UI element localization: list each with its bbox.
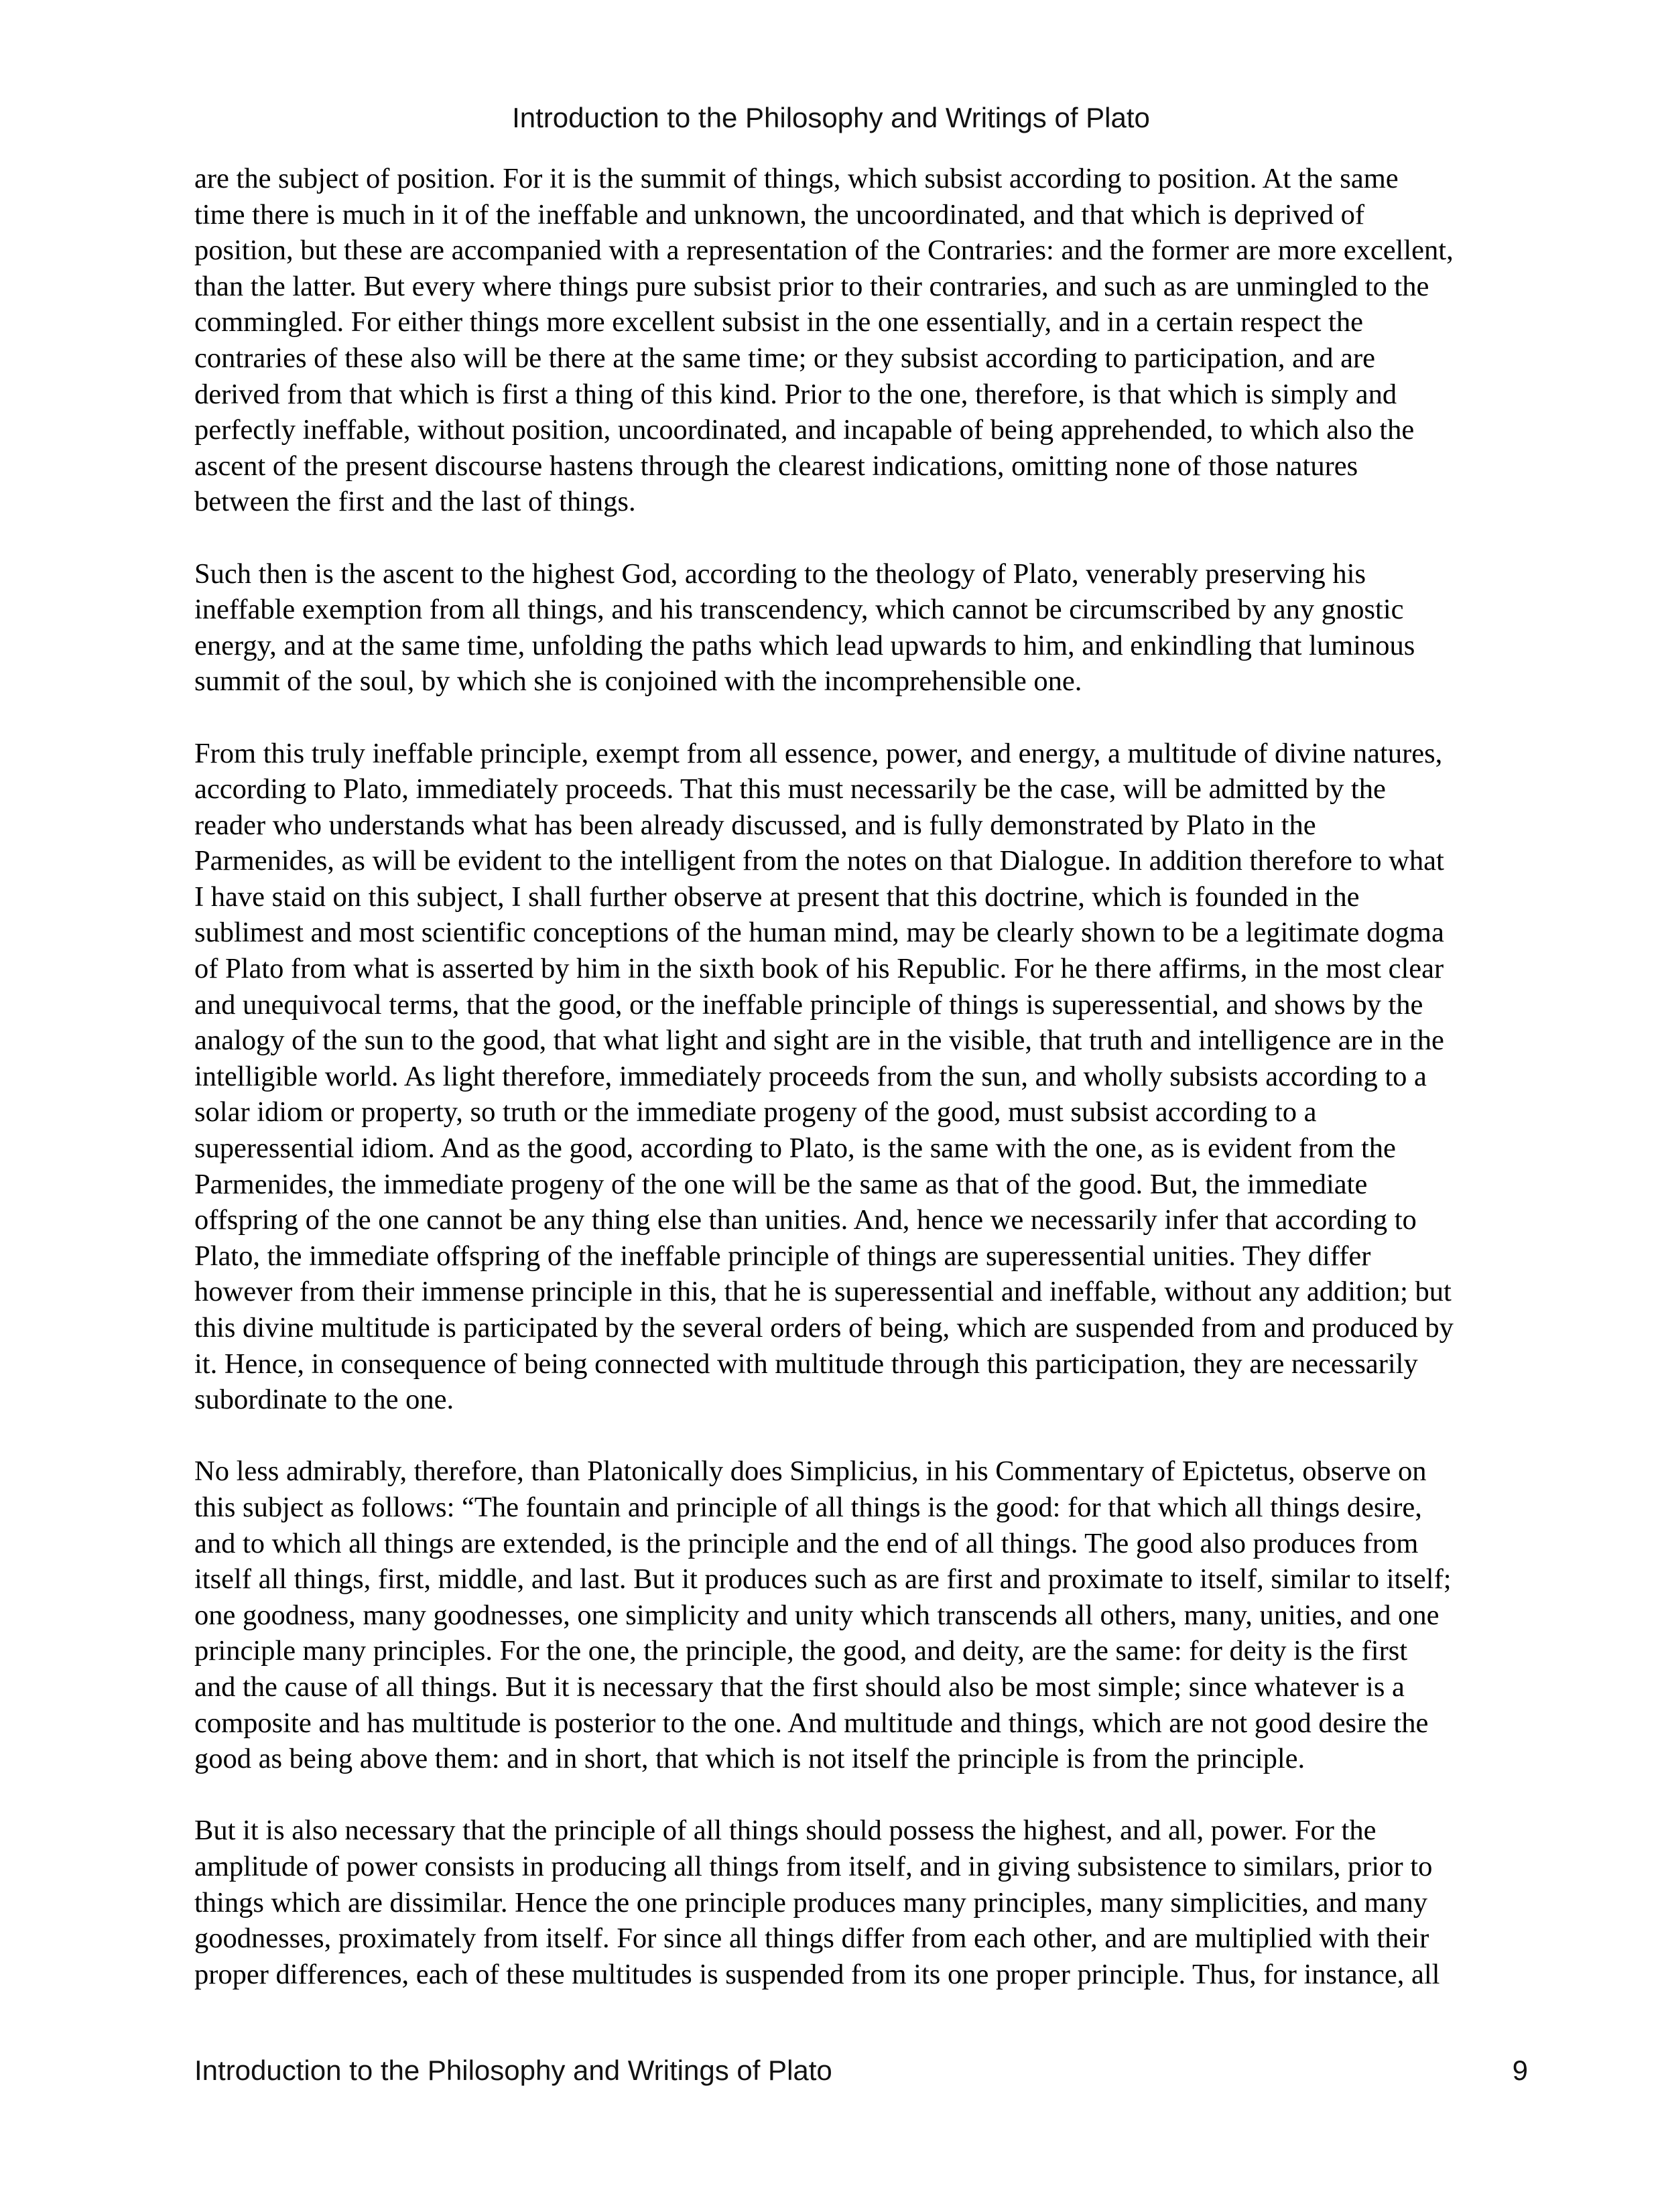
text-line: derived from that which is first a thing of this kind. Prior to the one, therefore, is that which is simply and bbox=[194, 378, 1397, 410]
text-line: summit of the soul, by which she is conjoined with the incomprehensible one. bbox=[194, 665, 1082, 698]
text-line: than the latter. But every where things pure subsist prior to their contraries, and such as are unmingled to the bbox=[194, 270, 1429, 302]
footer-title: Introduction to the Philosophy and Writings of Plato bbox=[194, 2055, 832, 2086]
text-line: energy, and at the same time, unfolding the paths which lead upwards to him, and enkindling that luminous bbox=[194, 629, 1415, 661]
text-line: superessential idiom. And as the good, according to Plato, is the same with the one, as is evident from the bbox=[194, 1132, 1396, 1165]
text-line: and the cause of all things. But it is necessary that the first should also be most simple; since whatever is a bbox=[194, 1671, 1405, 1703]
text-line: solar idiom or property, so truth or the immediate progeny of the good, must subsist according to a bbox=[194, 1096, 1317, 1128]
text-line: Plato, the immediate offspring of the ineffable principle of things are superessential unities. They differ bbox=[194, 1240, 1371, 1272]
text-line: it. Hence, in consequence of being connected with multitude through this participation, they are necessarily bbox=[194, 1348, 1418, 1380]
text-line: this subject as follows: “The fountain and principle of all things is the good: for that which all things desire, bbox=[194, 1491, 1422, 1523]
paragraph-1 bbox=[194, 161, 1528, 520]
paragraph-3 bbox=[194, 736, 1528, 1418]
text-line: analogy of the sun to the good, that what light and sight are in the visible, that truth and intelligence are in the bbox=[194, 1025, 1444, 1057]
text-line: of Plato from what is asserted by him in the sixth book of his Republic. For he there affirms, in the most clear bbox=[194, 953, 1444, 985]
text-line: I have staid on this subject, I shall further observe at present that this doctrine, which is founded in the bbox=[194, 881, 1360, 913]
text-line: however from their immense principle in this, that he is superessential and ineffable, without any addition; but bbox=[194, 1276, 1452, 1308]
page-body bbox=[194, 161, 1528, 2028]
text-line: sublimest and most scientific conceptions of the human mind, may be clearly shown to be a legitimate dogma bbox=[194, 917, 1444, 949]
text-line: perfectly ineffable, without position, uncoordinated, and incapable of being apprehended, to which also the bbox=[194, 414, 1415, 446]
text-line: proper differences, each of these multitudes is suspended from its one proper principle. Thus, for instance, all bbox=[194, 1958, 1440, 1990]
text-line: one goodness, many goodnesses, one simplicity and unity which transcends all others, many, unities, and one bbox=[194, 1599, 1440, 1631]
text-line: and to which all things are extended, is the principle and the end of all things. The good also produces from bbox=[194, 1527, 1419, 1559]
text-line: things which are dissimilar. Hence the one principle produces many principles, many simplicities, and many bbox=[194, 1886, 1428, 1918]
text-line: time there is much in it of the ineffable and unknown, the uncoordinated, and that which is deprived of bbox=[194, 198, 1364, 231]
text-line: commingled. For either things more excellent subsist in the one essentially, and in a certain respect the bbox=[194, 306, 1363, 338]
paragraph-5 bbox=[194, 1813, 1528, 1992]
text-line: reader who understands what has been already discussed, and is fully demonstrated by Plato in the bbox=[194, 809, 1316, 841]
text-line: subordinate to the one. bbox=[194, 1384, 454, 1416]
text-line: this divine multitude is participated by the several orders of being, which are suspended from and produced by bbox=[194, 1312, 1454, 1344]
text-line: good as being above them: and in short, that which is not itself the principle is from the principle. bbox=[194, 1743, 1305, 1775]
text-line: are the subject of position. For it is the summit of things, which subsist according to position. At the same bbox=[194, 163, 1399, 194]
text-line: intelligible world. As light therefore, immediately proceeds from the sun, and wholly subsists according to a bbox=[194, 1060, 1427, 1092]
text-line: and unequivocal terms, that the good, or the ineffable principle of things is superessential, and shows by the bbox=[194, 988, 1423, 1021]
text-line: itself all things, first, middle, and last. But it produces such as are first and proximate to itself, similar to itself; bbox=[194, 1563, 1452, 1596]
paragraph-4 bbox=[194, 1453, 1528, 1776]
text-line: But it is also necessary that the principle of all things should possess the highest, and all, power. For the bbox=[194, 1815, 1377, 1847]
text-line: position, but these are accompanied with a representation of the Contraries: and the former are more excellent, bbox=[194, 235, 1454, 267]
text-line: Such then is the ascent to the highest God, according to the theology of Plato, venerably preserving his bbox=[194, 558, 1366, 590]
text-line: ineffable exemption from all things, and his transcendency, which cannot be circumscribed by any gnostic bbox=[194, 594, 1404, 626]
running-header bbox=[0, 99, 1662, 137]
text-line: according to Plato, immediately proceeds. That this must necessarily be the case, will be admitted by the bbox=[194, 773, 1386, 805]
text-line: goodnesses, proximately from itself. For since all things differ from each other, and are multiplied with their bbox=[194, 1923, 1429, 1955]
text-line: amplitude of power consists in producing all things from itself, and in giving subsistence to similars, prior to bbox=[194, 1850, 1433, 1882]
page-number: 9 bbox=[1512, 2055, 1528, 2086]
text-line: composite and has multitude is posterior to the one. And multitude and things, which are not good desire the bbox=[194, 1707, 1429, 1739]
text-line: principle many principles. For the one, the principle, the good, and deity, are the same: for deity is the first bbox=[194, 1635, 1408, 1667]
text-line: contraries of these also will be there at the same time; or they subsist according to participation, and are bbox=[194, 342, 1375, 374]
paragraph-2 bbox=[194, 556, 1528, 700]
text-line: between the first and the last of things. bbox=[194, 486, 636, 518]
text-line: From this truly ineffable principle, exempt from all essence, power, and energy, a multitude of divine natures, bbox=[194, 737, 1443, 769]
running-footer bbox=[194, 2052, 1528, 2089]
text-line: offspring of the one cannot be any thing else than unities. And, hence we necessarily infer that according to bbox=[194, 1204, 1417, 1236]
text-line: Parmenides, the immediate progeny of the one will be the same as that of the good. But, the immediate bbox=[194, 1168, 1368, 1200]
header-title: Introduction to the Philosophy and Writings of Plato bbox=[512, 102, 1150, 133]
text-line: ascent of the present discourse hastens through the clearest indications, omitting none of those natures bbox=[194, 450, 1358, 482]
text-line: Parmenides, as will be evident to the intelligent from the notes on that Dialogue. In addition therefore to what bbox=[194, 845, 1444, 877]
text-line: No less admirably, therefore, than Platonically does Simplicius, in his Commentary of Epictetus, observe on bbox=[194, 1455, 1427, 1488]
